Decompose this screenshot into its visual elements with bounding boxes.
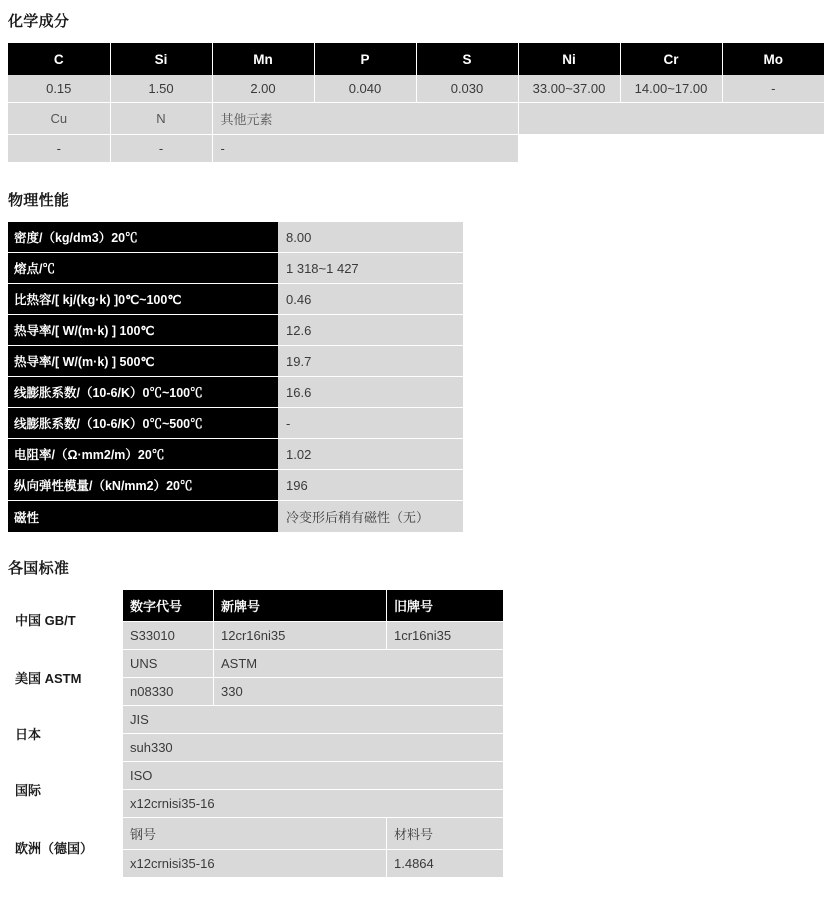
cell-p-value: 0.040: [314, 75, 416, 103]
cell-cu-header: Cu: [8, 103, 110, 135]
standards-header-usa-uns: UNS: [123, 650, 214, 678]
row-value-density: 8.00: [278, 222, 463, 253]
cell-empty: [722, 135, 824, 163]
table-row: [8, 377, 463, 408]
table-row: [8, 135, 824, 163]
standards-country-international: 国际: [8, 762, 123, 818]
chemical-composition-table: [8, 43, 824, 163]
table-row: [8, 103, 824, 135]
row-label-magnetism: 磁性: [8, 501, 278, 533]
column-header-si: Si: [110, 43, 212, 75]
cell-ni-value: 33.00~37.00: [518, 75, 620, 103]
table-row: [8, 501, 463, 533]
cell-other-elements-header: 其他元素: [212, 103, 518, 135]
standards-title: 各国标准: [8, 560, 70, 577]
row-label-thermal-conductivity-100: 热导率/[ W/(m·k) ] 100℃: [8, 315, 278, 346]
row-label-resistivity: 电阻率/（Ω·mm2/m）20℃: [8, 439, 278, 470]
table-row: [8, 470, 463, 501]
cell-c-value: 0.15: [8, 75, 110, 103]
cell-n-value: -: [110, 135, 212, 163]
table-row: [8, 284, 463, 315]
standards-header-japan-jis: JIS: [123, 706, 504, 734]
section-chemical-composition: [8, 10, 832, 163]
standards-country-japan: 日本: [8, 706, 123, 762]
standards-country-usa: 美国 ASTM: [8, 650, 123, 706]
cell-empty: [722, 103, 824, 135]
cell-other-elements-value: -: [212, 135, 518, 163]
table-row: [8, 762, 503, 790]
standards-value-china-new-grade: 12cr16ni35: [214, 622, 387, 650]
standards-header-usa-astm: ASTM: [214, 650, 504, 678]
row-value-melting-point: 1 318~1 427: [278, 253, 463, 284]
column-header-p: P: [314, 43, 416, 75]
standards-header-europe-material-no: 材料号: [387, 818, 504, 850]
row-value-elastic-modulus: 196: [278, 470, 463, 501]
cell-empty: [518, 103, 620, 135]
column-header-c: C: [8, 43, 110, 75]
row-value-expansion-500: -: [278, 408, 463, 439]
table-row: [8, 408, 463, 439]
row-value-thermal-conductivity-500: 19.7: [278, 346, 463, 377]
cell-empty: [620, 103, 722, 135]
column-header-cr: Cr: [620, 43, 722, 75]
cell-s-value: 0.030: [416, 75, 518, 103]
standards-header-china-code: 数字代号: [123, 590, 214, 622]
row-value-specific-heat: 0.46: [278, 284, 463, 315]
row-label-expansion-500: 线膨胀系数/（10-6/K）0℃~500℃: [8, 408, 278, 439]
table-row: [8, 650, 503, 678]
standards-value-europe-steel-no: x12crnisi35-16: [123, 850, 387, 878]
cell-n-header: N: [110, 103, 212, 135]
column-header-s: S: [416, 43, 518, 75]
standards-country-europe: 欧洲（德国）: [8, 818, 123, 878]
table-header-row: [8, 43, 824, 75]
standards-value-china-old-grade: 1cr16ni35: [387, 622, 504, 650]
chemical-composition-title: 化学成分: [8, 13, 70, 30]
standards-header-europe-steel-no: 钢号: [123, 818, 387, 850]
row-label-elastic-modulus: 纵向弹性模量/（kN/mm2）20℃: [8, 470, 278, 501]
standards-value-china-code: S33010: [123, 622, 214, 650]
table-row: [8, 818, 503, 850]
cell-cr-value: 14.00~17.00: [620, 75, 722, 103]
table-row: [8, 75, 824, 103]
cell-empty: [518, 135, 620, 163]
cell-cu-value: -: [8, 135, 110, 163]
column-header-mn: Mn: [212, 43, 314, 75]
row-value-magnetism: 冷变形后稍有磁性（无）: [278, 501, 463, 533]
cell-empty: [620, 135, 722, 163]
section-physical-properties: [8, 189, 832, 533]
standards-header-china-old-grade: 旧牌号: [387, 590, 504, 622]
table-row: [8, 315, 463, 346]
column-header-ni: Ni: [518, 43, 620, 75]
standards-value-europe-material-no: 1.4864: [387, 850, 504, 878]
row-label-density: 密度/（kg/dm3）20℃: [8, 222, 278, 253]
row-label-thermal-conductivity-500: 热导率/[ W/(m·k) ] 500℃: [8, 346, 278, 377]
cell-mo-value: -: [722, 75, 824, 103]
cell-si-value: 1.50: [110, 75, 212, 103]
table-row: [8, 590, 503, 622]
table-row: [8, 222, 463, 253]
row-value-expansion-100: 16.6: [278, 377, 463, 408]
cell-mn-value: 2.00: [212, 75, 314, 103]
standards-value-international-iso: x12crnisi35-16: [123, 790, 504, 818]
table-row: [8, 346, 463, 377]
section-standards: [8, 557, 832, 878]
row-value-thermal-conductivity-100: 12.6: [278, 315, 463, 346]
standards-value-usa-astm: 330: [214, 678, 504, 706]
standards-header-international-iso: ISO: [123, 762, 504, 790]
row-label-specific-heat: 比热容/[ kj/(kg·k) ]0℃~100℃: [8, 284, 278, 315]
column-header-mo: Mo: [722, 43, 824, 75]
row-label-melting-point: 熔点/℃: [8, 253, 278, 284]
standards-value-japan-jis: suh330: [123, 734, 504, 762]
table-row: [8, 706, 503, 734]
table-row: [8, 439, 463, 470]
table-row: [8, 253, 463, 284]
physical-properties-table: [8, 222, 463, 533]
standards-header-china-new-grade: 新牌号: [214, 590, 387, 622]
row-value-resistivity: 1.02: [278, 439, 463, 470]
standards-country-china: 中国 GB/T: [8, 590, 123, 650]
physical-properties-title: 物理性能: [8, 192, 70, 209]
standards-table: [8, 590, 503, 878]
row-label-expansion-100: 线膨胀系数/（10-6/K）0℃~100℃: [8, 377, 278, 408]
standards-value-usa-uns: n08330: [123, 678, 214, 706]
